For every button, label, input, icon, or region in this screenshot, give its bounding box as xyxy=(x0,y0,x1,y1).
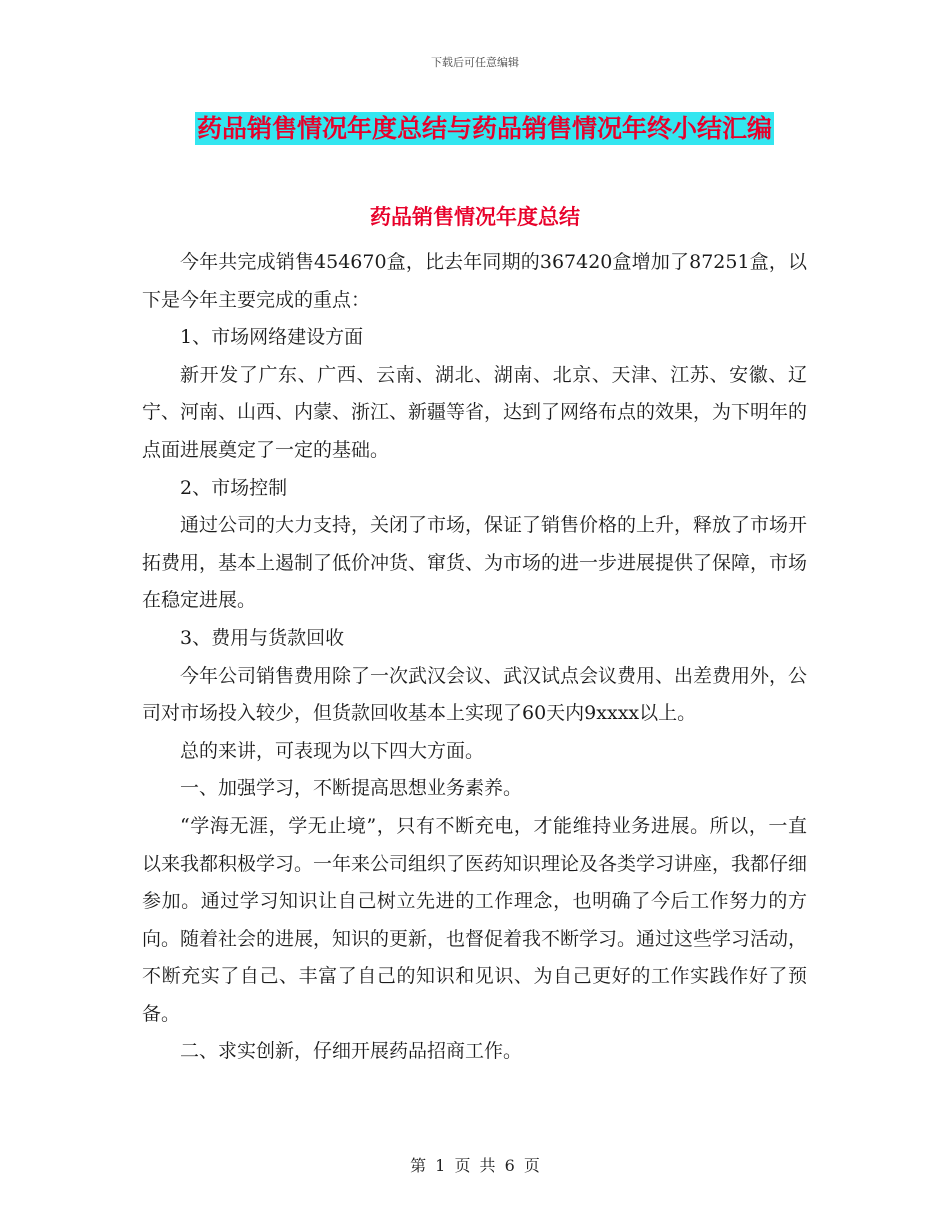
heading-innovation: 二、求实创新，仔细开展药品招商工作。 xyxy=(180,1040,523,1063)
paragraph-market-control: 通过公司的大力支持，关闭了市场，保证了销售价格的上升，释放了市场开拓费用，基本上遏制了低价冲货、窜货、为市场的进一步进展提供了保障，市场在稳定进展。 xyxy=(142,514,808,612)
paragraph-sales-summary: 今年共完成销售454670盒，比去年同期的367420盒增加了87251盒，以下是今年主要完成的重点： xyxy=(142,251,807,311)
section-title: 药品销售情况年度总结 xyxy=(370,205,580,229)
paragraph-overview: 总的来讲，可表现为以下四大方面。 xyxy=(180,739,485,762)
document-body xyxy=(142,244,807,1071)
heading-market-network: 1、市场网络建设方面 xyxy=(180,326,364,349)
paragraph-market-network: 新开发了广东、广西、云南、湖北、湖南、北京、天津、江苏、安徽、辽宁、河南、山西、内蒙、浙江、新疆等省，达到了网络布点的效果，为下明年的点面进展奠定了一定的基础。 xyxy=(142,363,808,461)
page-footer: 第 1 页 共 6 页 xyxy=(410,1156,540,1175)
paragraph-learning: “学海无涯，学无止境”，只有不断充电，才能维持业务进展。所以，一直以来我都积极学习。一年来公司组织了医药知识理论及各类学习讲座，我都仔细参加。通过学习知识让自己树立先进的工作理念，也明确了今后工作努力的方向。随着社会的进展，知识的更新，也督促着我不断学习。通过这些学习活动，不断充实了自己、丰富了自己的知识和见识、为自己更好的工作实践作好了预备。 xyxy=(142,814,808,1025)
heading-market-control: 2、市场控制 xyxy=(180,476,288,499)
page-header: 下载后可任意编辑 xyxy=(431,56,519,69)
paragraph-cost-collection: 今年公司销售费用除了一次武汉会议、武汉试点会议费用、出差费用外，公司对市场投入较少，但货款回收基本上实现了60天内9xxxx以上。 xyxy=(142,664,808,725)
heading-learning: 一、加强学习，不断提高思想业务素养。 xyxy=(180,777,523,800)
heading-cost-collection: 3、费用与货款回收 xyxy=(180,626,345,649)
document-main-title: 药品销售情况年度总结与药品销售情况年终小结汇编 xyxy=(197,114,773,143)
